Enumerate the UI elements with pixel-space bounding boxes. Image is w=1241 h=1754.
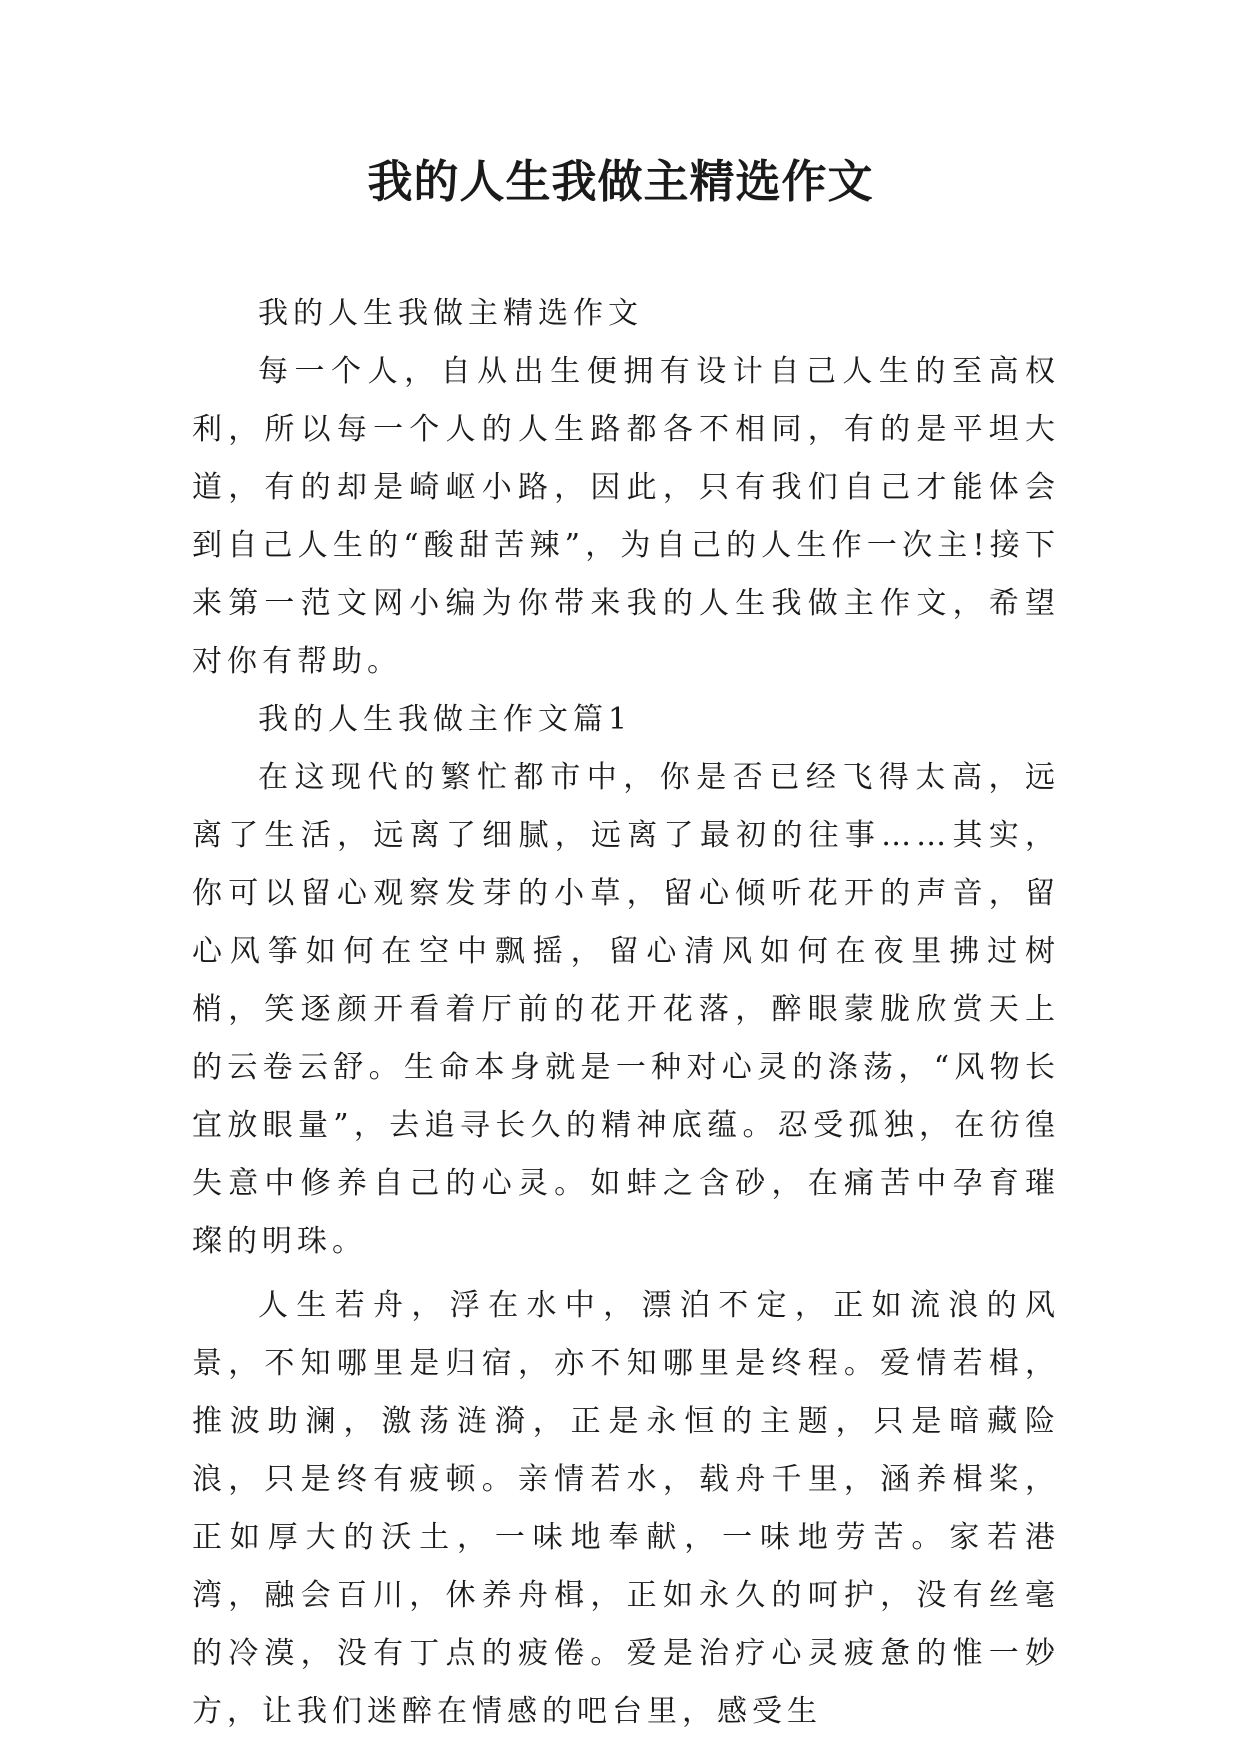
document-body [192,285,1060,1741]
paragraph-body-1: 在这现代的繁忙都市中，你是否已经飞得太高，远离了生活，远离了细腻，远离了最初的往事……其实，你可以留心观察发芽的小草，留心倾听花开的声音，留心风筝如何在空中飘摇，留心清风如何在夜里拂过树梢，笑逐颜开看着厅前的花开花落，醉眼蒙胧欣赏天上的云卷云舒。生命本身就是一种对心灵的涤荡，“风物长宜放眼量”，去追寻长久的精神底蕴。忍受孤独，在彷徨失意中修养自己的心灵。如蚌之含砂，在痛苦中孕育璀璨的明珠。 [192,760,1060,1259]
paragraph-body-2: 人生若舟，浮在水中，漂泊不定，正如流浪的风景，不知哪里是归宿，亦不知哪里是终程。爱情若楫，推波助澜，激荡涟漪，正是永恒的主题，只是暗藏险浪，只是终有疲顿。亲情若水，载舟千里，涵养楫桨，正如厚大的沃土，一味地奉献，一味地劳苦。家若港湾，融会百川，休养舟楫，正如永久的呵护，没有丝毫的冷漠，没有丁点的疲倦。爱是治疗心灵疲惫的惟一妙方，让我们迷醉在情感的吧台里，感受生 [192,1288,1060,1729]
paragraph-section-heading: 我的人生我做主作文篇1 [258,702,633,737]
document-title: 我的人生我做主精选作文 [367,155,874,208]
paragraph-intro: 每一个人，自从出生便拥有设计自己人生的至高权利，所以每一个人的人生路都各不相同，有的是平坦大道，有的却是崎岖小路，因此，只有我们自己才能体会到自己人生的“酸甜苦辣”，为自己的人生作一次主!接下来第一范文网小编为你带来我的人生我做主作文，希望对你有帮助。 [192,354,1060,679]
paragraph-subtitle: 我的人生我做主精选作文 [258,296,643,331]
